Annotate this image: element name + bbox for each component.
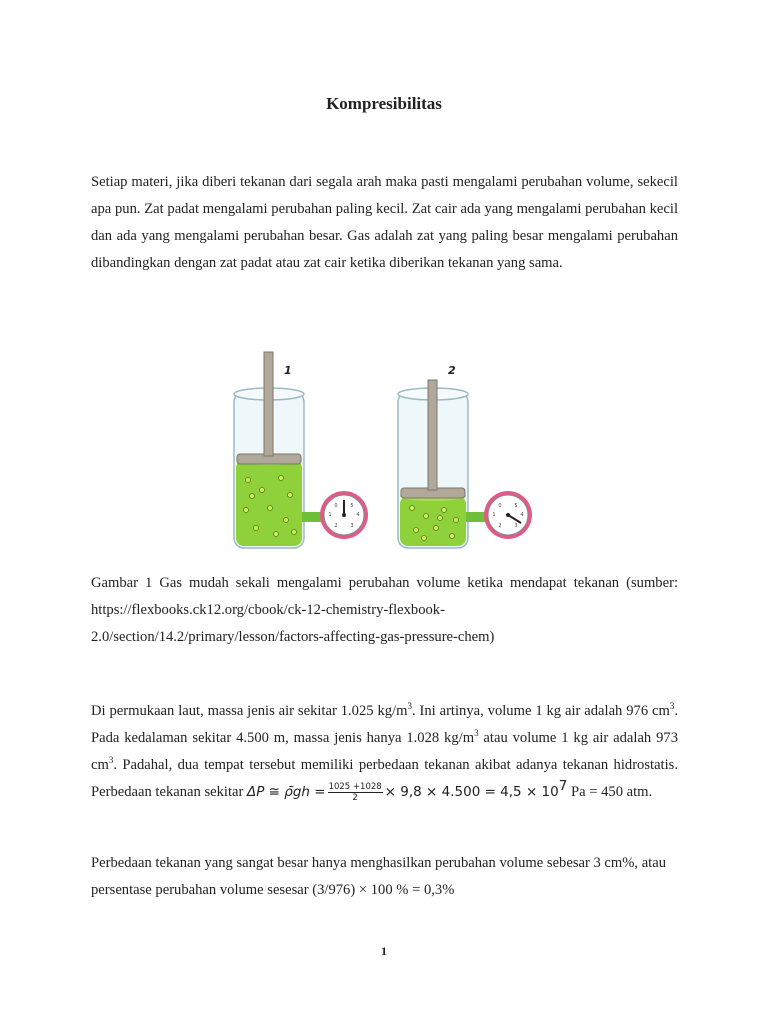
gauge-1-tick-label: 5 bbox=[350, 503, 354, 509]
gauge-2-tick-label: 4 bbox=[520, 512, 524, 518]
page-title: Kompresibilitas bbox=[326, 94, 442, 113]
figure-caption bbox=[91, 570, 678, 651]
caption-line-2: https://flexbooks.ck12.org/cbook/ck-12-chemistry-flexbook- bbox=[91, 602, 445, 618]
gauge-2-tick-label: 3 bbox=[514, 523, 518, 529]
text-span: . Pada kedalaman sekitar 4.500 m, massa jenis hanya 1.028 kg/m bbox=[91, 703, 679, 746]
paragraph-intro: Setiap materi, jika diberi tekanan dari segala arah maka pasti mengalami perubahan volume, sekecil apa pun. Zat padat mengalami perubahan paling kecil. Zat cair ada yang mengalami perubahan kecil dan ada yang mengalami perubahan besar. Gas adalah zat yang paling besar mengalami perubahan dibandingkan dengan zat padat atau zat cair ketika diberikan tekanan yang sama. bbox=[91, 174, 678, 271]
text-span: . Padahal, dua tempat tersebut memiliki perbedaan tekanan akibat adanya tekanan hidrostatis. Perbedaan tekanan sekitar bbox=[91, 757, 678, 800]
gauge-1-tick-label: 2 bbox=[334, 523, 338, 529]
text-span: Pa = 450 atm. bbox=[567, 784, 653, 800]
superscript: 3 bbox=[669, 701, 675, 712]
gauge-1-tick-label: 1 bbox=[328, 512, 332, 518]
equation-exponent: 7 bbox=[558, 778, 568, 795]
figure-label-1: 1 bbox=[284, 364, 292, 377]
text-span: . Ini artinya, volume 1 kg air adalah 976 cm bbox=[411, 703, 670, 719]
caption-line-3: 2.0/section/14.2/primary/lesson/factors-affecting-gas-pressure-chem) bbox=[91, 629, 495, 645]
paragraph-conclusion: Perbedaan tekanan yang sangat besar hanya menghasilkan perubahan volume sebesar 3 cm%, atau persentase perubahan volume sesesar (3/976) × 100 % = 0,3% bbox=[91, 855, 667, 898]
gauge-2-tick-label: 0 bbox=[498, 503, 502, 509]
equation-fraction bbox=[328, 782, 383, 803]
figure-label-2: 2 bbox=[448, 364, 456, 377]
caption-line-1: Gambar 1 Gas mudah sekali mengalami perubahan volume ketika mendapat tekanan (sumber: bbox=[91, 575, 678, 591]
superscript: 3 bbox=[474, 728, 479, 739]
fraction-denominator: 2 bbox=[352, 793, 358, 804]
paragraph-density bbox=[91, 698, 678, 806]
piston-rod-2 bbox=[428, 380, 437, 490]
gauge-1-tick-label: 4 bbox=[356, 512, 360, 518]
superscript: 3 bbox=[407, 701, 412, 712]
gauge-2-tick-label: 5 bbox=[514, 503, 518, 509]
piston-rod-1 bbox=[264, 352, 273, 456]
piston-figure bbox=[226, 350, 546, 556]
superscript: 3 bbox=[108, 755, 114, 766]
gauge-2-tick-label: 1 bbox=[492, 512, 496, 518]
fraction-numerator: 1025 +1028 bbox=[328, 782, 382, 793]
equation-rhs: × 9,8 × 4.500 = 4,5 × 10 bbox=[384, 784, 559, 800]
cylinder-1 bbox=[234, 352, 368, 548]
equation-lhs: ΔP ≅ ρ̄gh = bbox=[247, 784, 326, 800]
text-span: Di permukaan laut, massa jenis air sekitar 1.025 kg/m bbox=[91, 703, 408, 719]
text-span: atau volume 1 kg air adalah 973 cm bbox=[91, 730, 678, 773]
page-number: 1 bbox=[381, 944, 387, 958]
gauge-1-tick-label: 0 bbox=[334, 503, 338, 509]
gauge-2-tick-label: 2 bbox=[498, 523, 502, 529]
gauge-1-tick-label: 3 bbox=[350, 523, 354, 529]
cylinder-2 bbox=[398, 380, 532, 548]
